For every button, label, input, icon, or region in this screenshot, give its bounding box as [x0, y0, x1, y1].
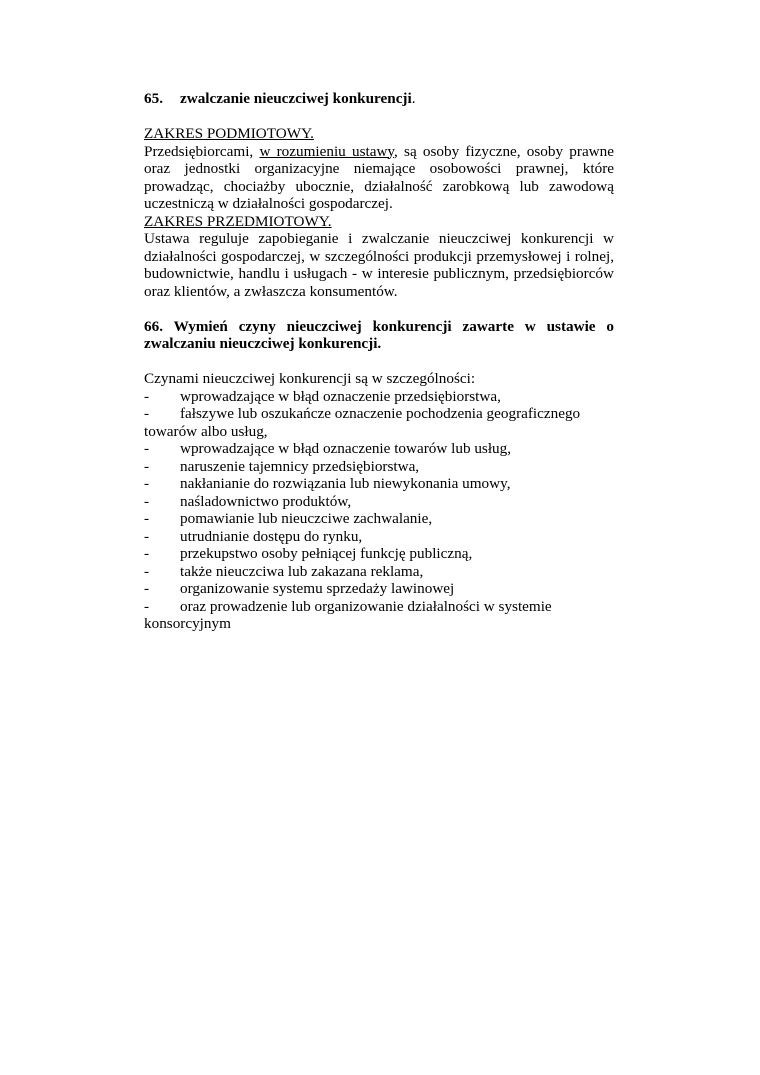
object-scope-text: Ustawa reguluje zapobieganie i zwalczanie nieuczciwej konkurencji w działalności gospodarczej, w szczególności produkcji przemysłowej i rolnej, budownictwie, handlu i usługach - w interesie publicznym, przedsiębiorców oraz klientów, a zwłaszcza konsumentów.: [144, 230, 614, 300]
list-item: - fałszywe lub oszukańcze oznaczenie pochodzenia geograficznego: [144, 405, 581, 422]
question-66-title: 66. Wymień czyny nieuczciwej konkurencji zawarte w ustawie o zwalczaniu nieuczciwej konkurencji.: [144, 317, 614, 352]
unfair-acts-list: [144, 388, 614, 633]
question-66-intro: Czynami nieuczciwej konkurencji są w szczególności:: [144, 370, 476, 387]
list-item: - nakłanianie do rozwiązania lub niewykonania umowy,: [144, 475, 511, 492]
list-item: - oraz prowadzenie lub organizowanie działalności w systemie: [144, 597, 552, 615]
list-item: - utrudnianie dostępu do rynku,: [144, 527, 363, 545]
question-65-number: 65.: [144, 90, 163, 107]
list-item: - naruszenie tajemnicy przedsiębiorstwa,: [144, 457, 420, 475]
list-item: - przekupstwo osoby pełniącej funkcję publiczną,: [144, 545, 473, 562]
list-item: - pomawianie lub nieuczciwe zachwalanie,: [144, 510, 433, 527]
list-item-continuation: towarów albo usług,: [144, 422, 268, 440]
document-page: [144, 90, 614, 633]
subject-text-underlined: w rozumieniu ustawy: [259, 142, 395, 160]
question-65-title: [144, 90, 614, 108]
list-item-continuation: konsorcyjnym: [144, 615, 231, 632]
subject-scope-text: [144, 143, 614, 213]
list-item: - organizowanie systemu sprzedaży lawinowej: [144, 580, 455, 597]
subject-scope-heading: ZAKRES PODMIOTOWY.: [144, 125, 314, 142]
list-item: - naśladownictwo produktów,: [144, 492, 352, 510]
list-item: - wprowadzające w błąd oznaczenie towarów lub usług,: [144, 440, 512, 457]
list-item: - także nieuczciwa lub zakazana reklama,: [144, 562, 424, 580]
object-scope-heading: ZAKRES PRZEDMIOTOWY.: [144, 212, 332, 230]
question-65-title-end: .: [411, 90, 416, 107]
subject-text-part-b: , są osoby fizyczne, osoby prawne oraz jednostki organizacyjne niemające osobowości prawnej, które prowadząc, chociażby ubocznie, działalność zarobkową lub zawodową uczestniczą w działalności gospodarczej.: [144, 142, 614, 212]
question-65-title-text: zwalczanie nieuczciwej konkurencji: [180, 90, 412, 107]
subject-text-part-a: Przedsiębiorcami,: [144, 142, 260, 160]
list-item: - wprowadzające w błąd oznaczenie przedsiębiorstwa,: [144, 387, 501, 405]
